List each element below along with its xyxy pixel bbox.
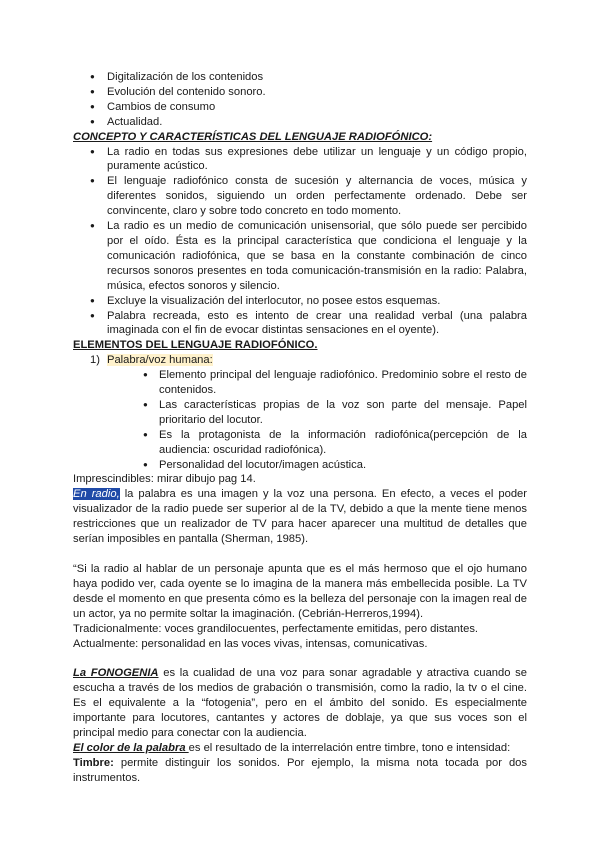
list-item: ● El lenguaje radiofónico consta de sucesión y alternancia de voces, música y diferentes sonidos, siguiendo un orden perfectamente ordenado. Debe ser convincente, claro y sobre todo concreto en todo momento.: [90, 174, 527, 219]
color-text: es el resultado de la interrelación entre timbre, tono e intensidad:: [188, 741, 511, 754]
intro-list: [73, 70, 527, 130]
tradicional-line: Tradicionalmente: voces grandilocuentes, perfectamente emitidas, pero distantes.: [73, 622, 479, 635]
quote-paragraph: “Si la radio al hablar de un personaje apunta que es el más hermoso que el ojo humano haya podido ver, cada oyente se lo imagina de la manera más embellecida posible. La TV desde el momento en que presenta cómo es la belleza del personaje con la imagen real de un actor, ya no permite soltar la imaginación. (Cebrián-Herreros,1994).: [73, 563, 527, 620]
spacer: [73, 547, 527, 562]
list-item: ● La radio en todas sus expresiones debe utilizar un lenguaje y un código propio, puramente acústico.: [90, 145, 527, 175]
color-paragraph: [73, 741, 527, 756]
list-item: ● Palabra recreada, esto es intento de crear una realidad verbal (una palabra imaginada con el fin de evocar distintas sensaciones en el oyente).: [90, 309, 527, 339]
numbered-item: [90, 353, 527, 368]
item-label: Palabra/voz humana:: [107, 354, 213, 367]
list-item: ● Digitalización de los contenidos: [90, 70, 527, 85]
list-item: ● Excluye la visualización del interlocutor, no posee estos esquemas.: [90, 294, 527, 309]
actual-line: Actualmente: personalidad en las voces vivas, intensas, comunicativas.: [73, 637, 428, 650]
en-radio-paragraph: [73, 487, 527, 547]
spacer: [73, 651, 527, 666]
imprescindibles-note: Imprescindibles: mirar dibujo pag 14.: [73, 473, 256, 486]
elementos-heading: ELEMENTOS DEL LENGUAJE RADIOFÓNICO.: [73, 339, 318, 352]
concepto-list: [73, 145, 527, 339]
list-item: ● Elemento principal del lenguaje radiofónico. Predominio sobre el resto de contenidos.: [143, 368, 527, 398]
fonogenia-text: es la cualidad de una voz para sonar agradable y atractiva cuando se escucha a través de los medios de grabación o transmisión, como la radio, la tv o el cine. Es el equivalente a la “fotogenia”, pero en el ámbito del sonido. Es especialmente importante para locutores, cantantes y actores de doblaje, ya que sus voces son el principal medio para conectar con la audiencia.: [73, 667, 527, 740]
fonogenia-paragraph: [73, 666, 527, 741]
document-content: [73, 70, 527, 786]
timbre-paragraph: [73, 756, 527, 786]
item-number: 1): [90, 354, 100, 367]
color-label: El color de la palabra: [73, 741, 189, 754]
timbre-label: Timbre:: [73, 756, 114, 769]
list-item: ● Las características propias de la voz son parte del mensaje. Papel prioritario del locutor.: [143, 398, 527, 428]
list-item: ● Evolución del contenido sonoro.: [90, 85, 527, 100]
timbre-text: permite distinguir los sonidos. Por ejemplo, la misma nota tocada por dos instrumentos.: [73, 756, 527, 784]
fonogenia-label: La FONOGENIA: [73, 667, 159, 680]
list-item: ● Personalidad del locutor/imagen acústica.: [143, 458, 527, 473]
en-radio-text: la palabra es una imagen y la voz una persona. En efecto, a veces el poder visualizador de la radio puede ser superior al de la TV, debido a que la mente tiene menos restricciones que un realizador de TV para hacer aparecer una multitud de detalles que serían imposibles en pantalla (Sherman, 1985).: [73, 488, 527, 546]
elementos-sublist: [73, 368, 527, 472]
list-item: ● Es la protagonista de la información radiofónica(percepción de la audiencia: oscuridad radiofónica).: [143, 428, 527, 458]
concepto-heading: CONCEPTO Y CARACTERÍSTICAS DEL LENGUAJE RADIOFÓNICO:: [73, 130, 433, 143]
list-item: ● Cambios de consumo: [90, 100, 527, 115]
list-item: ● Actualidad.: [90, 115, 527, 130]
list-item: ● La radio es un medio de comunicación unisensorial, que sólo puede ser percibido por el oído. Ésta es la principal característica que condiciona el lenguaje y la comunicación radiofónica, que se basa en la constante combinación de cinco recursos sonoros presentes en toda comunicación-transmisión en la radio: Palabra, música, efectos sonoros y silencio.: [90, 219, 527, 294]
en-radio-label: En radio,: [73, 488, 120, 501]
